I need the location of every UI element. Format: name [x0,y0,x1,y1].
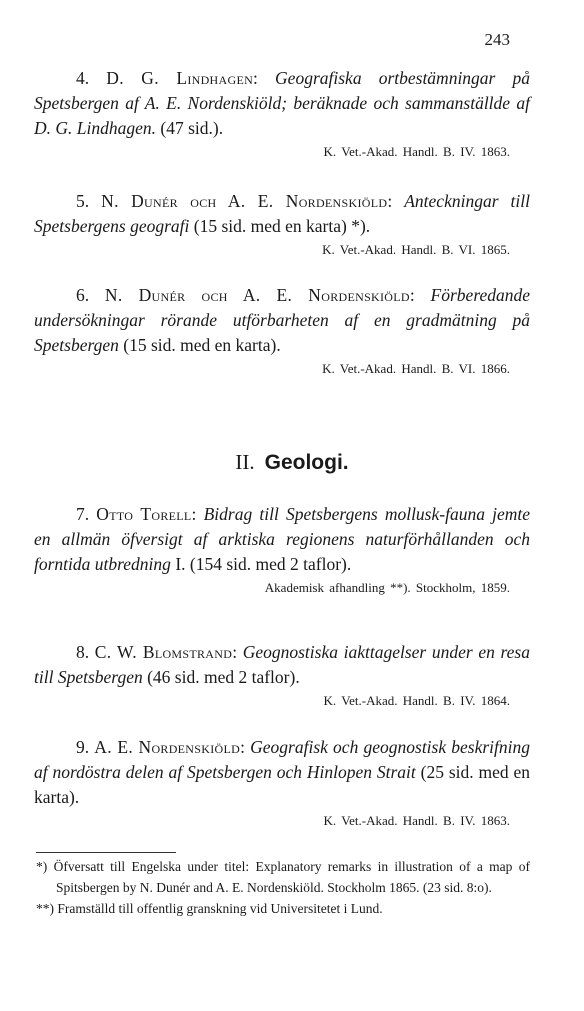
entry-number: 9. [76,737,90,757]
entry-author: C. W. Blomstrand [94,642,233,662]
entry-details: (15 sid. med en karta) *). [193,216,371,236]
entry-number: 8. [76,642,90,662]
entry-separator: : [409,285,415,305]
section-number: II. [235,450,255,474]
entry-number: 5. [76,191,90,211]
entry-author: D. G. Lindhagen [106,68,254,88]
entry-source: K. Vet.-Akad. Handl. B. VI. 1865. [322,242,510,257]
entry-text [34,283,530,358]
entry-source: K. Vet.-Akad. Handl. B. IV. 1863. [323,144,510,159]
bibliography-entry-4 [34,66,530,163]
entry-separator: : [253,68,258,88]
entry-title: Förberedande undersökningar rörande utförbarheten af en gradmätning på Spetsbergen [34,285,531,355]
entry-separator: : [232,642,238,662]
entry-text [34,502,530,577]
entry-title: Geografisk och geognostisk beskrifning af nordöstra delen af Spetsbergen och Hinlopen Strait [34,737,531,782]
bibliography-entry-6 [34,283,530,380]
entry-details: (25 sid. med en karta). [34,762,530,807]
entry-title: Anteckningar till Spetsbergens geografi [34,191,530,236]
entry-source: Akademisk afhandling **). Stockholm, 1859. [264,580,510,595]
entry-text [34,66,530,141]
entry-text [34,640,530,690]
footnote-text: Öfversatt till Engelska under titel: Explanatory remarks in illustration of a map of Spitsbergen by N. Dunér and A. E. Nordenskiöld. Stockholm 1865. (23 sid. 8:o). [53,859,530,895]
entry-text [34,189,530,239]
entry-source: K. Vet.-Akad. Handl. B. VI. 1866. [322,361,510,376]
entry-source: K. Vet.-Akad. Handl. B. IV. 1863. [323,813,510,828]
entry-separator: : [240,737,245,757]
entry-author: Otto Torell [96,504,192,524]
entry-details: (15 sid. med en karta). [123,335,281,355]
entry-number: 6. [76,285,90,305]
section-heading [0,450,584,475]
entry-separator: : [191,504,197,524]
footnote-1 [34,856,530,898]
section-title: Geologi. [264,451,349,474]
entry-details: I. (154 sid. med 2 taflor). [175,554,352,574]
footnote-divider [36,852,176,853]
entry-number: 4. [76,68,90,88]
entry-author: N. Dunér och A. E. Nordenskiöld [101,191,388,211]
footnote-text: Framställd till offentlig granskning vid Universitetet i Lund. [57,901,383,916]
bibliography-entry-7 [34,502,530,599]
footnotes [34,856,530,919]
entry-title: Geografiska ortbestämningar på Spetsbergen af A. E. Nordenskiöld; beräknade och sammanställde af D. G. Lindhagen. [34,68,530,138]
entry-details: (47 sid.). [160,118,224,138]
footnote-mark: **) [36,901,54,916]
page-number: 243 [484,30,510,49]
entry-author: N. Dunér och A. E. Nordenskiöld [104,285,410,305]
entry-text [34,735,530,810]
entry-title: Bidrag till Spetsbergens mollusk-fauna jemte en allmän öfversigt af arktiska regionens naturförhållanden och forntida utbredning [34,504,531,574]
entry-separator: : [387,191,393,211]
entry-source: K. Vet.-Akad. Handl. B. IV. 1864. [323,693,510,708]
bibliography-entry-9 [34,735,530,832]
entry-author: A. E. Nordenskiöld [94,737,241,757]
bibliography-entry-8 [34,640,530,712]
entry-details: (46 sid. med 2 taflor). [147,667,300,687]
entry-title: Geognostiska iakttagelser under en resa till Spetsbergen [34,642,530,687]
bibliography-entry-5 [34,189,530,261]
entry-number: 7. [76,504,90,524]
footnote-mark: *) [36,859,48,874]
footnote-2 [34,898,530,919]
